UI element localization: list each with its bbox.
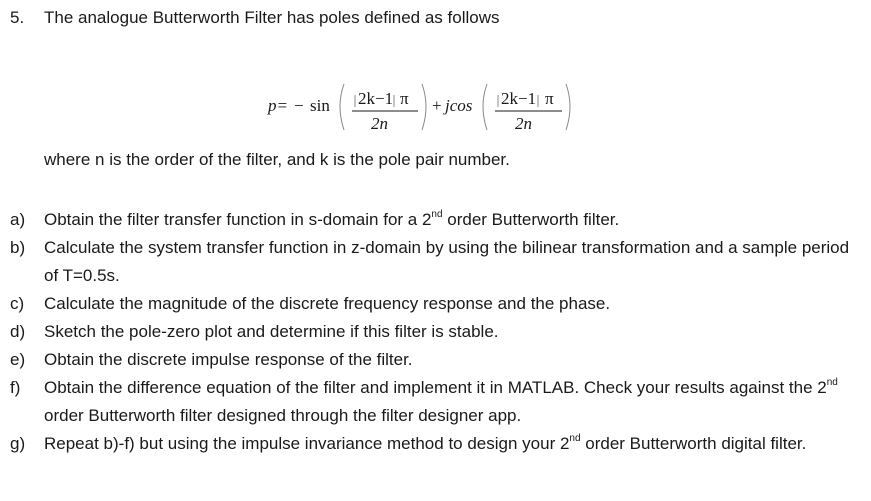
pole-formula-svg — [268, 78, 578, 134]
formula-numerator-1: 2k−1 — [358, 89, 394, 108]
task-label: a) — [10, 210, 26, 229]
task-text-post: order Butterworth filter. — [442, 210, 620, 229]
task-item-b — [10, 234, 860, 290]
task-label: g) — [10, 434, 26, 453]
task-label: c) — [10, 294, 25, 313]
question-number: 5. — [10, 8, 25, 27]
formula-numerator-2: 2k−1 — [501, 89, 537, 108]
question-intro: The analogue Butterworth Filter has poles defined as follows — [44, 8, 500, 27]
task-text: Obtain the discrete impulse response of the filter. — [44, 350, 413, 369]
formula-paren-left-1 — [340, 84, 344, 130]
task-text-post: order Butterworth filter designed through the filter designer app. — [44, 406, 522, 425]
superscript-nd: nd — [826, 377, 838, 389]
formula-paren-left-2 — [483, 84, 487, 130]
pole-formula — [268, 78, 578, 134]
task-text-post: order Butterworth digital filter. — [580, 434, 807, 453]
task-label: b) — [10, 238, 26, 257]
formula-minus: − — [294, 96, 304, 115]
task-text: Obtain the difference equation of the filter and implement it in MATLAB. Check your results against the 2 — [44, 378, 827, 397]
task-item-g — [10, 430, 860, 458]
formula-plus: + — [432, 96, 442, 115]
task-text: Calculate the system transfer function in z-domain by using the bilinear transformation and a sample period of T=0.5s. — [44, 238, 850, 285]
formula-pi-2: π — [545, 89, 554, 108]
task-item-d — [10, 318, 860, 346]
task-text: Repeat b)-f) but using the impulse invariance method to design your 2 — [44, 434, 570, 453]
task-item-c — [10, 290, 860, 318]
task-item-e — [10, 346, 860, 374]
formula-denominator-2: 2n — [515, 114, 532, 133]
task-label: d) — [10, 322, 26, 341]
task-list — [10, 206, 860, 458]
formula-paren-right-1 — [422, 84, 426, 130]
formula-sin: sin — [310, 96, 330, 115]
formula-lhs: p= — [268, 96, 288, 115]
task-label: e) — [10, 350, 26, 369]
task-text: Sketch the pole-zero plot and determine if this filter is stable. — [44, 322, 499, 341]
where-text: where n is the order of the filter, and k is the pole pair number. — [44, 150, 510, 169]
task-text: Obtain the filter transfer function in s-domain for a 2 — [44, 210, 432, 229]
task-label: f) — [10, 378, 21, 397]
formula-denominator-1: 2n — [371, 114, 388, 133]
superscript-nd: nd — [431, 209, 443, 221]
superscript-nd: nd — [569, 433, 581, 445]
formula-jcos: jcos — [445, 96, 473, 115]
task-item-a — [10, 206, 860, 234]
formula-paren-right-2 — [566, 84, 570, 130]
formula-pi-1: π — [400, 89, 409, 108]
task-text: Calculate the magnitude of the discrete frequency response and the phase. — [44, 294, 611, 313]
task-item-f — [10, 374, 860, 430]
